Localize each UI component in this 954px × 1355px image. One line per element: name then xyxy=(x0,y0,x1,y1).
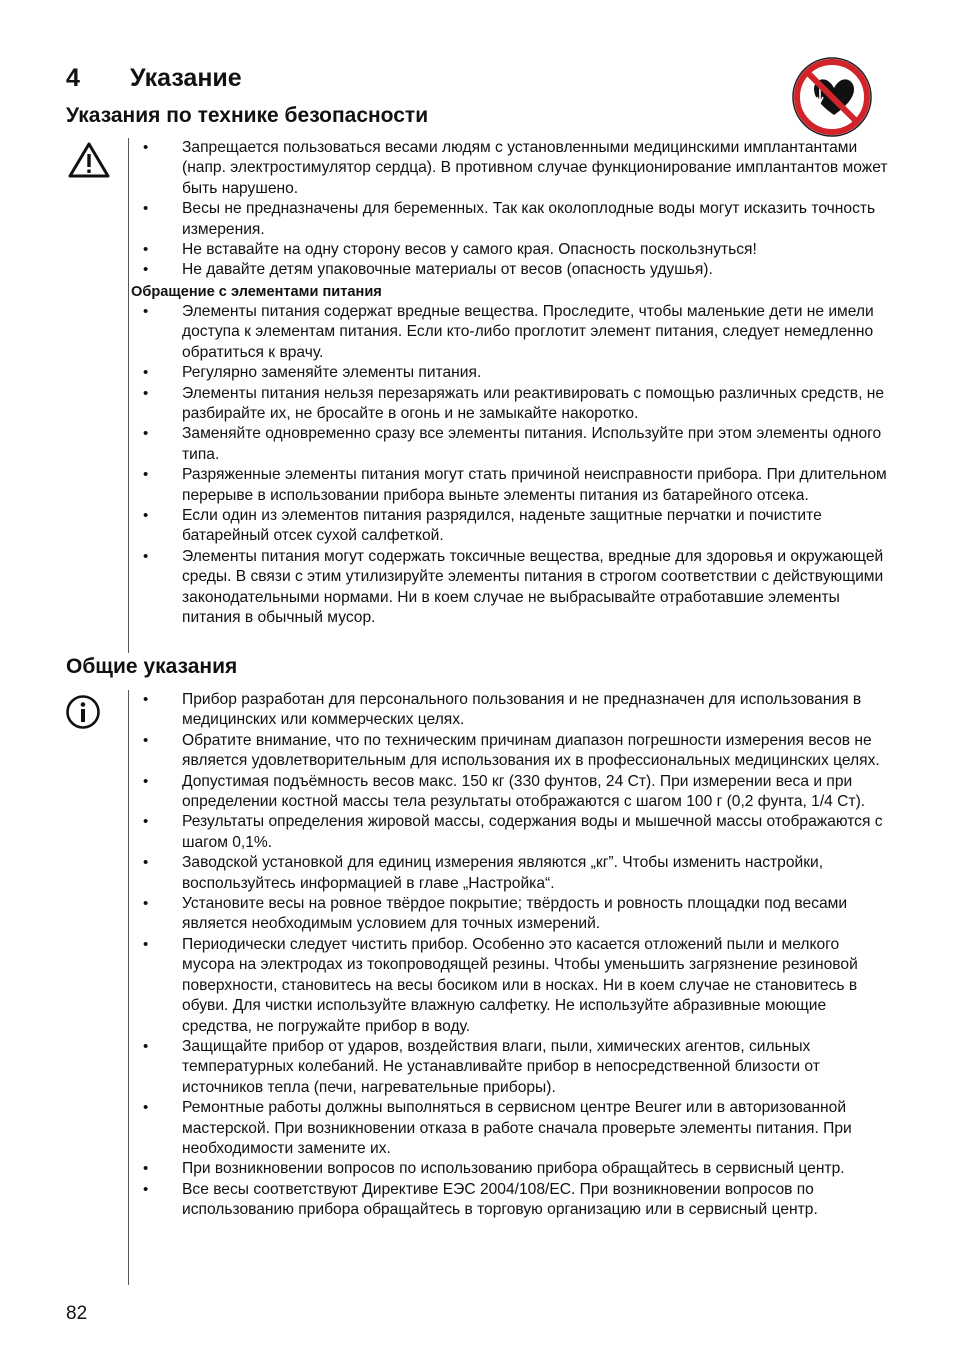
list-item: • Прибор разработан для персонального пользования и не предназначен для использования в медицинских или коммерческих целях. xyxy=(140,690,892,731)
list-item: • Весы не предназначены для беременных. Так как околоплодные воды могут исказить точность измерения. xyxy=(140,199,892,240)
list-item: • Заменяйте одновременно сразу все элементы питания. Используйте при этом элементы одного типа. xyxy=(140,424,892,465)
list-item: • Ремонтные работы должны выполняться в сервисном центре Beurer или в авторизованной мастерской. При возникновении отказа в работе сначала проверьте элементы питания. При необходимости замените их. xyxy=(140,1098,892,1159)
page-number: 82 xyxy=(66,1303,88,1324)
list-item: • Элементы питания могут содержать токсичные вещества, вредные для здоровья и окружающей среды. В связи с этим утилизируйте элементы питания в строгом соответствии с действующими законодательными нормами. Ни в коем случае не выбрасывайте отработавшие элементы питания в обычный мусор. xyxy=(140,547,892,629)
chapter-heading xyxy=(66,64,242,93)
list-item: • Обратите внимание, что по техническим причинам диапазон погрешности измерения весов не является удовлетворительным для использования их в профессиональных медицинских целях. xyxy=(140,731,892,772)
safety-list xyxy=(140,138,892,281)
battery-list xyxy=(140,302,892,629)
list-item: • Заводской установкой для единиц измерения являются „кг”. Чтобы изменить настройки, воспользуйтесь информацией в главе „Настройка“. xyxy=(140,853,892,894)
list-item: • Не давайте детям упаковочные материалы от весов (опасность удушья). xyxy=(140,260,892,280)
list-item: • Запрещается пользоваться весами людям с установленными медицинскими имплантантами (напр. электростимулятор сердца). В противном случае функционирование имплантантов может быть нарушено. xyxy=(140,138,892,199)
list-item: • Допустимая подъёмность весов макс. 150 кг (330 фунтов, 24 Ст). При измерении веса и при определении костной массы тела результаты отображаются с шагом 100 г (0,2 фунта, 1/4 Ст). xyxy=(140,772,892,813)
list-item: • Если один из элементов питания разрядился, наденьте защитные перчатки и почистите батарейный отсек сухой салфеткой. xyxy=(140,506,892,547)
list-item: • Разряженные элементы питания могут стать причиной неисправности прибора. При длительном перерыве в использовании прибора выньте элементы питания из батарейного отсека. xyxy=(140,465,892,506)
general-margin-rule xyxy=(128,690,129,1285)
list-item: • Установите весы на ровное твёрдое покрытие; твёрдость и ровность площадки под весами является необходимым условием для точных измерений. xyxy=(140,894,892,935)
no-pacemaker-icon xyxy=(790,55,874,139)
general-section-heading: Общие указания xyxy=(66,655,238,678)
safety-section-heading: Указания по технике безопасности xyxy=(66,104,429,127)
list-item: • Элементы питания нельзя перезаряжать или реактивировать с помощью различных средств, не разбирайте их, не бросайте в огонь и не замыкайте накоротко. xyxy=(140,384,892,425)
list-item: • Не вставайте на одну сторону весов у самого края. Опасность поскользнуться! xyxy=(140,240,892,260)
info-icon xyxy=(65,694,101,730)
list-item: • Регулярно заменяйте элементы питания. xyxy=(140,363,892,383)
list-item: • Периодически следует чистить прибор. Особенно это касается отложений пыли и мелкого мусора на электродах из токопроводящей резины. Чтобы уменьшить загрязнение резиновой поверхности, становитесь на весы босиком или в носках. Ни в коем случае не становитесь в обуви. Для чистки используйте влажную салфетку. Не используйте абразивные моющие средства, не погружайте прибор в воду. xyxy=(140,935,892,1037)
list-item: • Элементы питания содержат вредные вещества. Проследите, чтобы маленькие дети не имели доступа к элементам питания. Если кто-либо проглотит элемент питания, следует немедленно обратиться к врачу. xyxy=(140,302,892,363)
general-list xyxy=(140,690,892,1221)
chapter-title: Указание xyxy=(130,64,242,92)
chapter-number: 4 xyxy=(66,64,80,92)
safety-margin-rule xyxy=(128,138,129,653)
list-item: • Все весы соответствуют Директиве ЕЭС 2004/108/ЕС. При возникновении вопросов по использованию прибора обращайтесь в торговую организацию или в сервисный центр. xyxy=(140,1180,892,1221)
list-item: • Результаты определения жировой массы, содержания воды и мышечной массы отображаются с шагом 0,1%. xyxy=(140,812,892,853)
warning-triangle-icon xyxy=(67,141,111,181)
list-item: • При возникновении вопросов по использованию прибора обращайтесь в сервисный центр. xyxy=(140,1159,892,1179)
battery-subheading: Обращение с элементами питания xyxy=(131,284,382,300)
list-item: • Защищайте прибор от ударов, воздействия влаги, пыли, химических агентов, сильных температурных колебаний. Не устанавливайте прибор в непосредственной близости от источников тепла (печи, нагревательные приборы). xyxy=(140,1037,892,1098)
